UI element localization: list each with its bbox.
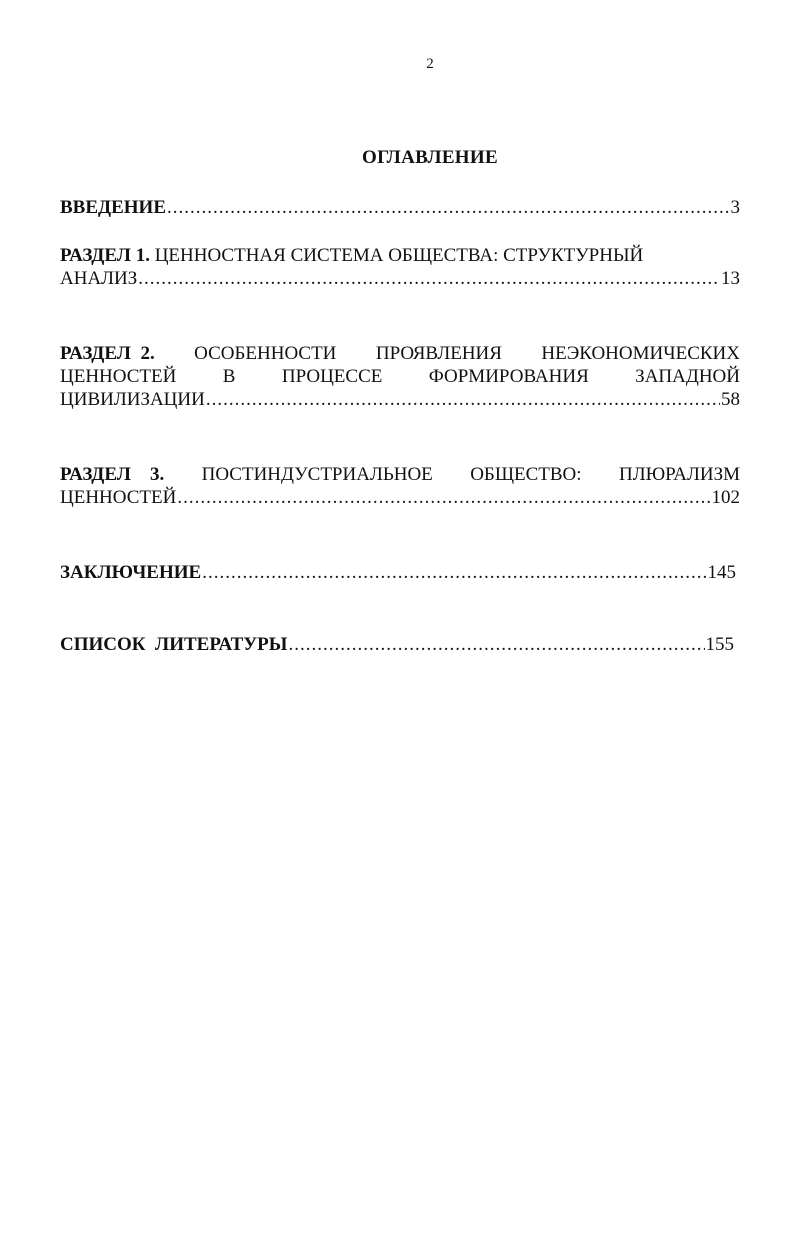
toc-entry-page: 155	[705, 634, 734, 655]
section-number: 3.	[149, 464, 165, 485]
section-prefix: РАЗДЕЛ	[60, 464, 131, 485]
section-title-word: ПРОЦЕССЕ	[281, 366, 383, 387]
toc-entry-page: 145	[707, 562, 736, 583]
dot-leader	[177, 486, 710, 509]
section-number: 2.	[140, 343, 155, 364]
toc-entry-page: 13	[721, 268, 740, 289]
section-title-line: АНАЛИЗ	[60, 268, 138, 289]
table-of-contents	[60, 0, 740, 1244]
toc-entry-introduction[interactable]	[60, 196, 740, 219]
section-prefix: РАЗДЕЛ	[60, 343, 131, 364]
toc-entry-conclusion[interactable]	[60, 561, 736, 584]
section-title-word: ФОРМИРОВАНИЯ	[428, 366, 589, 387]
dot-leader	[288, 633, 704, 656]
section-title-word: ЦЕННОСТЕЙ	[60, 366, 177, 387]
dot-leader	[202, 561, 706, 584]
dot-leader	[138, 267, 720, 290]
toc-entry-section-2[interactable]	[60, 342, 740, 411]
dot-leader	[206, 388, 720, 411]
dot-leader	[167, 196, 730, 219]
section-title-word: ПЛЮРАЛИЗМ	[618, 464, 740, 485]
section-prefix: РАЗДЕЛ 1.	[60, 245, 150, 266]
section-title-line: ЦЕННОСТНАЯ СИСТЕМА ОБЩЕСТВА: СТРУКТУРНЫЙ	[154, 245, 644, 266]
toc-entry-page: 102	[711, 487, 740, 508]
toc-entry-page: 58	[721, 389, 740, 410]
section-title-line: ЦЕННОСТЕЙ	[60, 487, 177, 508]
section-title-word: ОСОБЕННОСТИ	[194, 343, 337, 364]
page-title: ОГЛАВЛЕНИЕ	[362, 147, 498, 168]
toc-entry-section-1[interactable]	[60, 244, 740, 290]
toc-entry-label: СПИСОК ЛИТЕРАТУРЫ	[60, 634, 288, 655]
section-title-word: НЕЭКОНОМИЧЕСКИХ	[541, 343, 740, 364]
section-title-word: ОБЩЕСТВО:	[470, 464, 582, 485]
section-title-line: ЦИВИЛИЗАЦИИ	[60, 389, 205, 410]
toc-entry-references[interactable]	[60, 633, 734, 656]
section-title-word: ПОСТИНДУСТРИАЛЬНОЕ	[201, 464, 433, 485]
toc-entry-section-3[interactable]	[60, 463, 740, 509]
toc-entry-label: ВВЕДЕНИЕ	[60, 197, 166, 218]
section-title-word: В	[222, 366, 236, 387]
page-number: 2	[426, 56, 434, 72]
toc-entry-label: ЗАКЛЮЧЕНИЕ	[60, 562, 202, 583]
section-title-word: ПРОЯВЛЕНИЯ	[375, 343, 502, 364]
section-title-word: ЗАПАДНОЙ	[635, 366, 740, 387]
toc-entry-page: 3	[730, 197, 740, 218]
